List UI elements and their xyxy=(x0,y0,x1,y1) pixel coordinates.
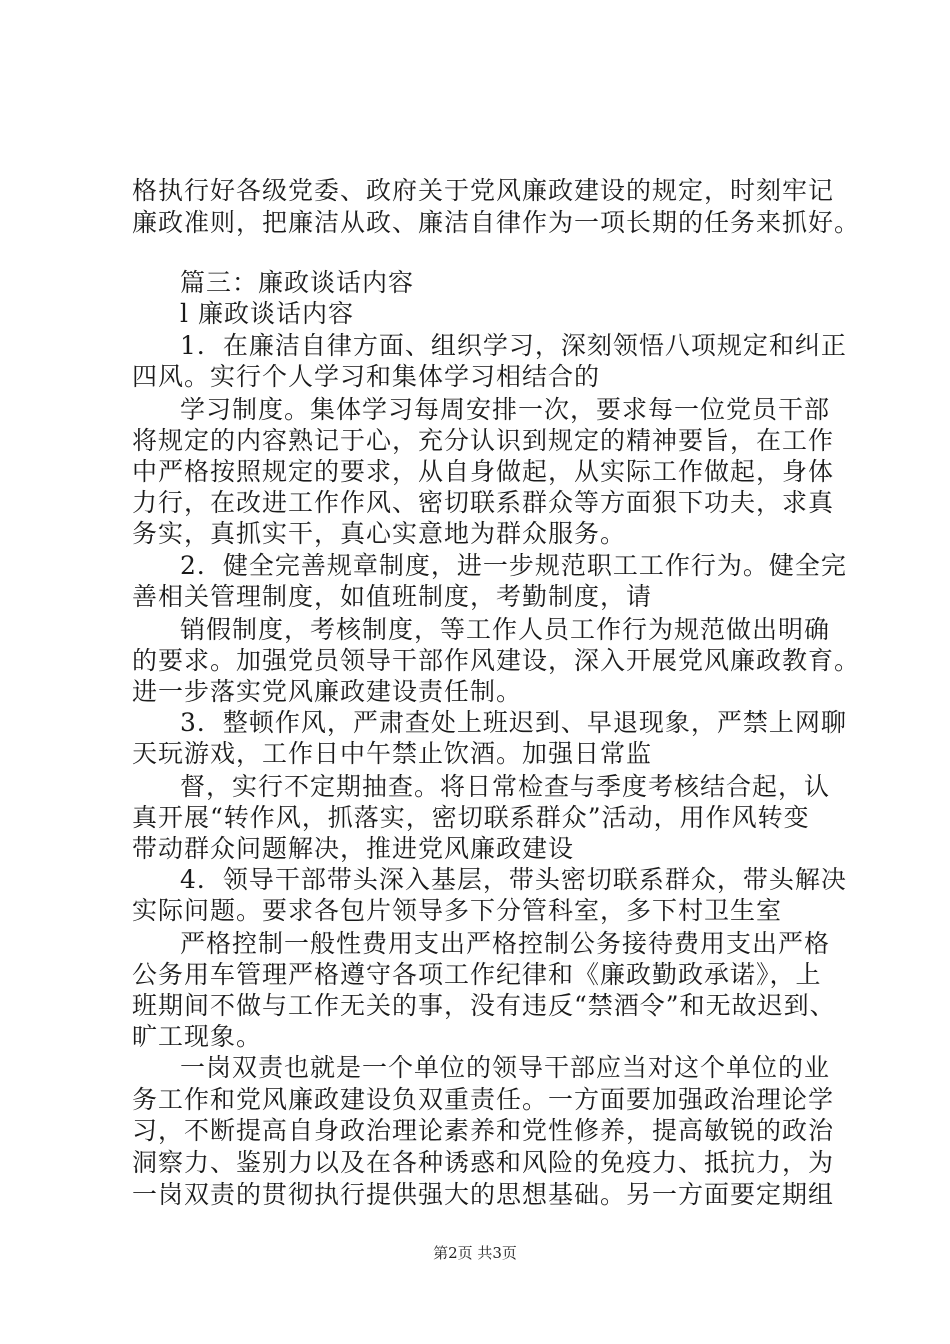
body-text-line: 学习制度。集体学习每周安排一次，要求每一位党员干部 xyxy=(180,395,831,424)
body-text-line: 将规定的内容熟记于心，充分认识到规定的精神要旨，在工作 xyxy=(132,426,835,455)
body-text-line: 公务用车管理严格遵守各项工作纪律和《廉政勤政承诺》，上 xyxy=(132,960,822,989)
body-text-line: 廉政准则，把廉洁从政、廉洁自律作为一项长期的任务来抓好。 xyxy=(132,208,861,237)
body-text-line: 一岗双责也就是一个单位的领导干部应当对这个单位的业 xyxy=(180,1053,831,1082)
body-text-line: 习，不断提高自身政治理论素养和党性修养，提高敏锐的政治 xyxy=(132,1116,835,1145)
body-text-line: 班期间不做与工作无关的事，没有违反“禁酒令”和无故迟到、 xyxy=(132,991,836,1020)
body-text-line: 销假制度，考核制度，等工作人员工作行为规范做出明确 xyxy=(180,615,831,644)
body-text-line: 力行，在改进工作作风、密切联系群众等方面狠下功夫，求真 xyxy=(132,488,835,517)
body-text-line: 督，实行不定期抽查。将日常检查与季度考核结合起，认 xyxy=(180,772,831,801)
body-text-line: 带动群众问题解决，推进党风廉政建设 xyxy=(132,834,575,863)
body-text-line: 四风。实行个人学习和集体学习相结合的 xyxy=(132,362,601,391)
body-text-line: 旷工现象。 xyxy=(132,1022,263,1051)
body-text-line: 2．健全完善规章制度，进一步规范职工工作行为。健全完 xyxy=(180,551,847,580)
page-number-footer: 第2页 共3页 xyxy=(433,1244,517,1262)
body-text-line: 格执行好各级党委、政府关于党风廉政建设的规定，时刻牢记 xyxy=(132,176,835,205)
body-text-line: 严格控制一般性费用支出严格控制公务接待费用支出严格 xyxy=(180,929,831,958)
body-text-line: 1．在廉洁自律方面、组织学习，深刻领悟八项规定和纠正 xyxy=(180,331,847,360)
body-text-line: 务实，真抓实干，真心实意地为群众服务。 xyxy=(132,519,627,548)
body-text-line: 的要求。加强党员领导干部作风建设，深入开展党风廉政教育。 xyxy=(132,646,861,675)
body-text-line: 3．整顿作风，严肃查处上班迟到、早退现象，严禁上网聊 xyxy=(180,708,847,737)
body-text-line: 善相关管理制度，如值班制度，考勤制度，请 xyxy=(132,582,653,611)
body-text-line: 务工作和党风廉政建设负双重责任。一方面要加强政治理论学 xyxy=(132,1085,835,1114)
body-text-line: 实际问题。要求各包片领导多下分管科室，多下村卫生室 xyxy=(132,896,783,925)
body-text-line: 真开展“转作风，抓落实，密切联系群众”活动，用作风转变 xyxy=(132,803,810,832)
body-text-line: 中严格按照规定的要求，从自身做起，从实际工作做起，身体 xyxy=(132,457,835,486)
body-text-line: 一岗双责的贯彻执行提供强大的思想基础。另一方面要定期组 xyxy=(132,1180,835,1209)
section-heading: 篇三：廉政谈话内容 xyxy=(180,268,415,297)
section-subheading: l 廉政谈话内容 xyxy=(180,299,354,328)
body-text-line: 天玩游戏，工作日中午禁止饮酒。加强日常监 xyxy=(132,739,653,768)
body-text-line: 进一步落实党风廉政建设责任制。 xyxy=(132,677,523,706)
body-text-line: 洞察力、鉴别力以及在各种诱惑和风险的免疫力、抵抗力，为 xyxy=(132,1148,835,1177)
body-text-line: 4．领导干部带头深入基层，带头密切联系群众，带头解决 xyxy=(180,865,847,894)
